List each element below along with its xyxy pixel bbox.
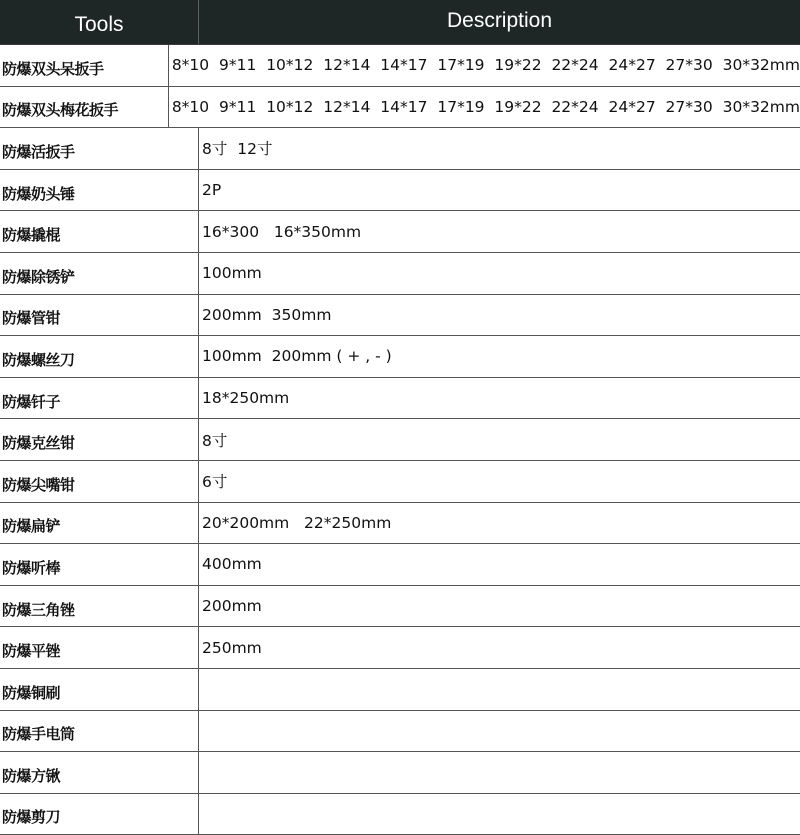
description-cell: 200mm 350mm — [202, 305, 332, 324]
table-row — [0, 87, 800, 129]
tool-name-cell: 防爆管钳 — [0, 295, 199, 336]
tool-name-cell: 防爆除锈铲 — [0, 253, 199, 294]
description-cell: 400mm — [202, 555, 262, 574]
description-cell: 200mm — [202, 597, 262, 616]
description-cell — [199, 669, 800, 710]
tool-name-cell: 防爆双头呆扳手 — [0, 45, 169, 86]
table-row — [0, 45, 800, 87]
table-header — [0, 0, 800, 45]
description-cell: 8*10 9*11 10*12 12*14 14*17 17*19 19*22 22*24 24*27 27*30 30*32mm — [171, 97, 800, 116]
description-cell: 18*250mm — [202, 389, 290, 408]
tool-name-cell: 防爆平锉 — [0, 627, 199, 668]
tool-name-cell: 防爆铜刷 — [0, 669, 199, 710]
header-tools: Tools — [0, 0, 199, 44]
table-row — [0, 128, 800, 170]
description-cell: 250mm — [202, 638, 262, 657]
table-row — [0, 794, 800, 835]
description-cell: 100mm — [202, 264, 262, 283]
table-body — [0, 45, 800, 835]
description-cell: 20*200mm 22*250mm — [202, 513, 392, 532]
tool-name-cell: 防爆活扳手 — [0, 128, 199, 169]
tool-name-cell: 防爆尖嘴钳 — [0, 461, 199, 502]
table-row — [0, 461, 800, 503]
description-cell: 100mm 200mm ( + , - ) — [202, 347, 392, 366]
description-cell: 2P — [202, 181, 222, 200]
tool-name-cell: 防爆听棒 — [0, 544, 199, 585]
tool-name-cell: 防爆钎子 — [0, 378, 199, 419]
table-row — [0, 336, 800, 378]
description-cell — [199, 794, 800, 835]
table-row — [0, 586, 800, 628]
description-cell: 8寸 — [202, 431, 228, 450]
table-row — [0, 419, 800, 461]
table-row — [0, 211, 800, 253]
table-row — [0, 503, 800, 545]
table-row — [0, 170, 800, 212]
table-row — [0, 295, 800, 337]
tool-name-cell: 防爆方锹 — [0, 752, 199, 793]
header-description: Description — [446, 9, 553, 32]
tool-name-cell: 防爆剪刀 — [0, 794, 199, 835]
tool-name-cell: 防爆手电筒 — [0, 711, 199, 752]
table-row — [0, 253, 800, 295]
tool-name-cell: 防爆双头梅花扳手 — [0, 87, 169, 128]
tool-name-cell: 防爆螺丝刀 — [0, 336, 199, 377]
tool-name-cell: 防爆撬棍 — [0, 211, 199, 252]
table-row — [0, 711, 800, 753]
description-cell — [199, 711, 800, 752]
tool-name-cell: 防爆三角锉 — [0, 586, 199, 627]
table-row — [0, 627, 800, 669]
description-cell: 16*300 16*350mm — [202, 222, 362, 241]
tool-name-cell: 防爆克丝钳 — [0, 419, 199, 460]
description-cell: 6寸 — [202, 473, 228, 492]
tool-name-cell: 防爆奶头锤 — [0, 170, 199, 211]
description-cell: 8寸 12寸 — [202, 140, 273, 159]
table-row — [0, 378, 800, 420]
tool-name-cell: 防爆扁铲 — [0, 503, 199, 544]
table-row — [0, 669, 800, 711]
table-row — [0, 544, 800, 586]
description-cell — [199, 752, 800, 793]
description-cell: 8*10 9*11 10*12 12*14 14*17 17*19 19*22 22*24 24*27 27*30 30*32mm — [171, 56, 800, 75]
table-row — [0, 752, 800, 794]
